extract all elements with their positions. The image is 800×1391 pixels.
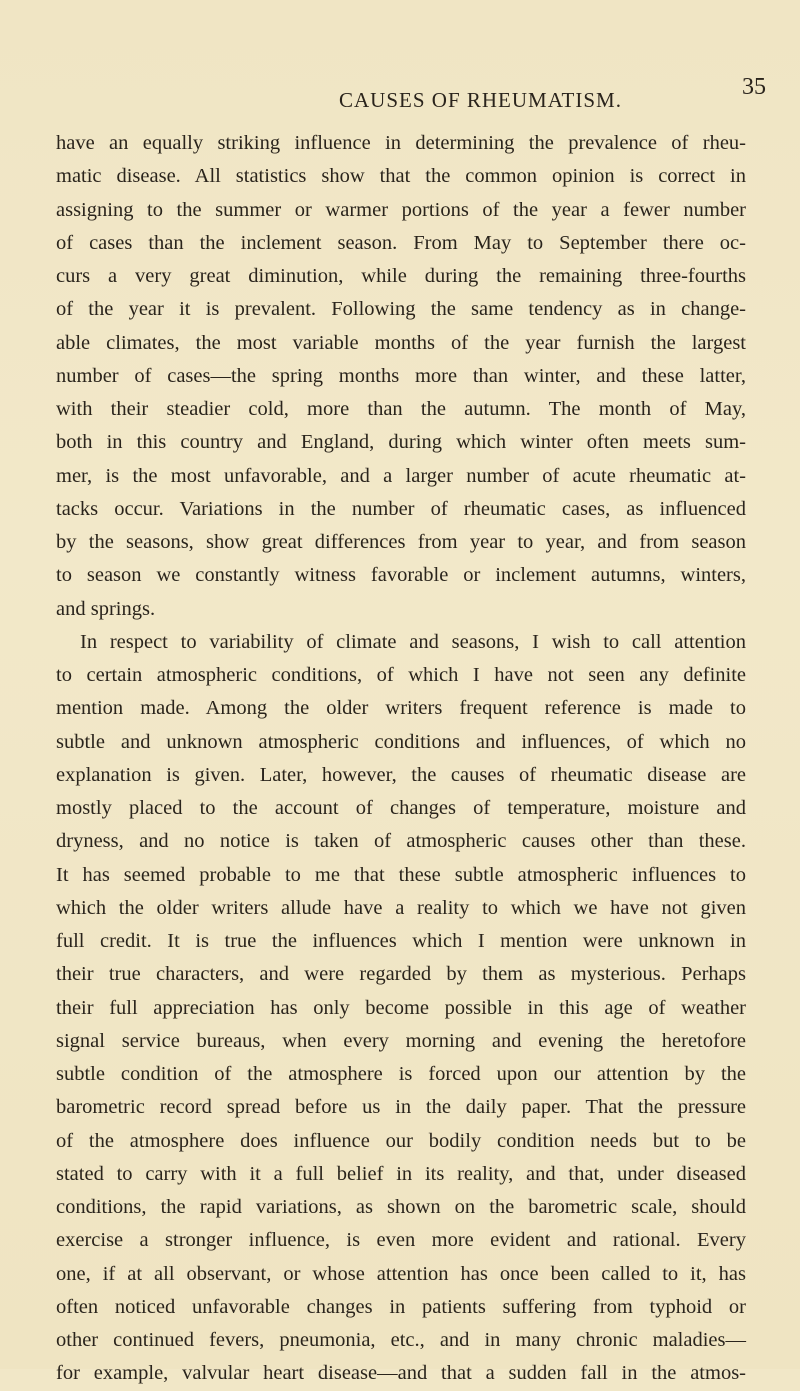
text-line: mostly placed to the account of changes of temperature, moisture and (56, 797, 746, 819)
text-line: which the older writers allude have a reality to which we have not given (56, 896, 746, 919)
text-line: often noticed unfavorable changes in patients suffering from typhoid or (56, 1295, 746, 1318)
text-line: explanation is given. Later, however, the causes of rheumatic disease are (56, 763, 746, 786)
text-line: for example, valvular heart disease—and that a sudden fall in the atmos- (56, 1362, 746, 1385)
text-line: their full appreciation has only become possible in this age of weather (56, 996, 746, 1019)
page-header (0, 74, 800, 118)
text-line: both in this country and England, during which winter often meets sum- (56, 431, 746, 454)
text-line: conditions, the rapid variations, as shown on the barometric scale, should (56, 1196, 746, 1218)
text-line: have an equally striking influence in determining the prevalence of rheu- (56, 132, 746, 154)
text-line: mention made. Among the older writers frequent reference is made to (56, 697, 746, 720)
text-line: signal service bureaus, when every morning and evening the heretofore (56, 1029, 746, 1052)
text-line: In respect to variability of climate and seasons, I wish to call attention (80, 630, 746, 653)
text-line: of cases than the inclement season. From May to September there oc- (56, 231, 746, 254)
text-line: curs a very great diminution, while during the remaining three-fourths (56, 265, 746, 287)
text-line: to season we constantly witness favorable or inclement autumns, winters, (56, 564, 746, 587)
text-line: and springs. (56, 597, 156, 620)
text-line: matic disease. All statistics show that the common opinion is correct in (56, 165, 746, 188)
text-line: of the year it is prevalent. Following the same tendency as in change- (56, 298, 746, 321)
text-line: able climates, the most variable months of the year furnish the largest (56, 331, 746, 354)
text-line: mer, is the most unfavorable, and a larger number of acute rheumatic at- (56, 464, 746, 487)
text-line: their true characters, and were regarded by them as mysterious. Perhaps (56, 963, 746, 986)
text-line: subtle condition of the atmosphere is forced upon our attention by the (56, 1063, 746, 1085)
text-line: assigning to the summer or warmer portions of the year a fewer number (56, 198, 746, 221)
running-head: CAUSES OF RHEUMATISM. (339, 88, 622, 112)
text-line: of the atmosphere does influence our bodily condition needs but to be (56, 1129, 746, 1152)
text-line: number of cases—the spring months more than winter, and these latter, (56, 364, 746, 387)
page-number: 35 (742, 74, 766, 100)
body-text (56, 127, 746, 1391)
text-line: by the seasons, show great differences from year to year, and from season (56, 531, 746, 553)
text-line: one, if at all observant, or whose attention has once been called to it, has (56, 1262, 746, 1285)
text-line: tacks occur. Variations in the number of rheumatic cases, as influenced (56, 497, 746, 520)
text-line: subtle and unknown atmospheric conditions and influences, of which no (56, 730, 746, 753)
text-line: full credit. It is true the influences which I mention were unknown in (56, 930, 746, 952)
text-line: dryness, and no notice is taken of atmospheric causes other than these. (56, 830, 746, 853)
text-line: exercise a stronger influence, is even more evident and rational. Every (56, 1229, 746, 1252)
text-line: It has seemed probable to me that these subtle atmospheric influences to (56, 863, 746, 886)
text-line: other continued fevers, pneumonia, etc., and in many chronic maladies— (56, 1329, 746, 1351)
text-line: barometric record spread before us in the daily paper. That the pressure (56, 1096, 746, 1119)
text-line: with their steadier cold, more than the autumn. The month of May, (56, 398, 746, 420)
text-line: to certain atmospheric conditions, of which I have not seen any definite (56, 664, 746, 686)
text-line: stated to carry with it a full belief in its reality, and that, under diseased (56, 1162, 746, 1185)
